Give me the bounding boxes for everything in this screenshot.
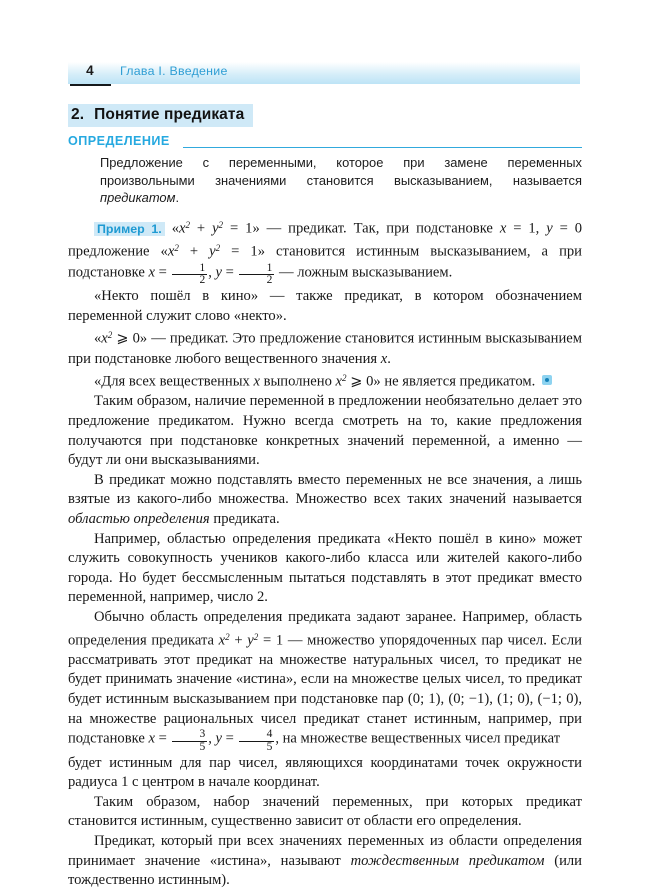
fraction-numerator: 3 bbox=[199, 728, 206, 741]
fraction-numerator: 1 bbox=[199, 261, 206, 274]
math-plus: + bbox=[229, 632, 248, 649]
open-quote: « bbox=[94, 330, 102, 347]
fraction-one-half bbox=[239, 263, 275, 287]
section-title: Понятие предиката bbox=[94, 106, 245, 123]
page-number-rule bbox=[70, 84, 111, 86]
math-x: x bbox=[167, 244, 175, 260]
math-x: x bbox=[253, 373, 260, 390]
math-x: x bbox=[148, 730, 155, 747]
paragraph-domain-text-1: В предикат можно подставлять вместо переменных не все значения, а лишь взятые из какого-либо множества. Множество всех таких значений называется bbox=[68, 471, 582, 508]
fraction-denominator: 5 bbox=[172, 741, 208, 754]
term-domain-of-definition: областью определения bbox=[68, 510, 210, 527]
paragraph-forall-text-1: «Для всех вещественных bbox=[94, 373, 254, 390]
definition-term: предикатом bbox=[100, 190, 176, 205]
math-exponent: 2 bbox=[185, 220, 190, 230]
paragraph-kino: «Некто пошёл в кино» — также предикат, в котором обозначением переменной служит слово «некто». bbox=[68, 288, 582, 324]
definition-text-part2: . bbox=[175, 190, 180, 205]
example-label: Пример 1. bbox=[94, 222, 165, 236]
math-equals: = bbox=[222, 730, 238, 747]
section-heading bbox=[68, 104, 253, 127]
paragraph-forall bbox=[68, 369, 582, 392]
math-x: x bbox=[101, 330, 108, 347]
math-x: x bbox=[148, 264, 155, 281]
math-exponent: 2 bbox=[174, 243, 179, 254]
term-identity-predicate: тождественным предикатом bbox=[350, 852, 545, 869]
example-text-4: » становится истинным высказыванием, а при подстановке bbox=[68, 244, 582, 281]
chapter-title: Глава I. Введение bbox=[120, 64, 228, 78]
example-text-1: » — предикат. Так, при подстановке bbox=[252, 220, 500, 237]
page-number: 4 bbox=[86, 63, 94, 78]
example-text-2: = 1, bbox=[506, 220, 547, 237]
paragraph-domain-text-2: предиката. bbox=[209, 510, 280, 527]
math-x: x bbox=[218, 632, 226, 649]
math-y: y bbox=[247, 632, 254, 649]
paragraph-usually-tail: будет истинным для пар чисел, являющихся координатами точек окружности радиуса 1 с центром в начале координат. bbox=[68, 754, 582, 791]
definition-label: ОПРЕДЕЛЕНИЕ bbox=[68, 134, 170, 148]
definition-text bbox=[100, 154, 582, 207]
math-x: x bbox=[499, 220, 507, 237]
paragraph-usually-text-1: Обычно область определения предиката задают заранее. Например, область определения предиката bbox=[68, 608, 582, 649]
fraction-three-fifths bbox=[172, 729, 208, 753]
math-x: x bbox=[380, 350, 388, 367]
math-y: y bbox=[546, 220, 553, 237]
fraction-denominator: 2 bbox=[239, 274, 275, 287]
paragraph-thus-2: Таким образом, набор значений переменных, при которых предикат становится истинным, существенно зависит от области его определения. bbox=[68, 793, 582, 830]
example-comma: , bbox=[208, 264, 216, 281]
paragraph-identity bbox=[68, 832, 582, 891]
math-exponent: 2 bbox=[215, 243, 221, 254]
definition-rule bbox=[183, 147, 582, 149]
example-text-5: — ложным высказыванием. bbox=[275, 264, 453, 281]
math-equals: = bbox=[154, 264, 171, 281]
running-head bbox=[68, 62, 580, 88]
definition-header bbox=[68, 134, 582, 150]
math-exponent: 2 bbox=[218, 220, 224, 230]
math-y: y bbox=[209, 244, 216, 260]
fraction-numerator: 4 bbox=[266, 728, 273, 741]
paragraph-usually-text-3: , на множестве вещественных чисел предикат bbox=[275, 730, 561, 747]
math-equals-one: = 1 bbox=[258, 632, 284, 649]
body-text bbox=[68, 216, 582, 891]
paragraph-x2-text: » — предикат. Это предложение становится истинным высказыванием при подстановке любого вещественного значения bbox=[68, 330, 582, 367]
example-text-3: = 0 предложение « bbox=[68, 220, 583, 260]
math-plus: + bbox=[178, 244, 210, 260]
math-exponent: 2 bbox=[107, 330, 113, 341]
math-y: y bbox=[212, 220, 219, 237]
math-equals-one: = 1 bbox=[223, 220, 253, 237]
paragraph-x2-nonneg bbox=[68, 326, 582, 369]
paragraph-thus-1: Таким образом, наличие переменной в предложении необязательно делает это предложение предикатом. Нужно всегда смотреть на то, какие предложения получаются при подстановке конкретных значений переменной, а именно — будут ли они высказываниями. bbox=[68, 393, 582, 469]
math-x: x bbox=[335, 373, 343, 390]
math-equals: = bbox=[154, 730, 171, 747]
section-number: 2. bbox=[71, 106, 85, 123]
math-plus: + bbox=[190, 220, 213, 237]
example-paragraph bbox=[68, 216, 582, 287]
math-y: y bbox=[215, 730, 223, 747]
fraction-numerator: 1 bbox=[266, 261, 273, 274]
math-equals-one: = 1 bbox=[220, 244, 258, 260]
math-exponent: 2 bbox=[342, 373, 347, 384]
paragraph-forall-text-3: » не является предикатом. bbox=[373, 373, 536, 390]
example-end-marker-icon bbox=[542, 375, 552, 385]
paragraph-example-kino: Например, областью определения предиката «Некто пошёл в кино» может служить совокупность учеников какого-либо класса или жителей какого-либо города. Но будет бессмысленным пытаться подставлять в этот предикат вместо переменной, например, число 2. bbox=[68, 530, 582, 606]
fraction-denominator: 2 bbox=[172, 274, 208, 287]
paragraph-identity-text-2: (или тождественно истинным). bbox=[68, 852, 582, 889]
paragraph-domain bbox=[68, 471, 582, 530]
paragraph-identity-text-1: Предикат, который при всех значениях переменных из области определения принимает значение «истина», называют bbox=[68, 833, 582, 869]
paragraph-usually-comma: , bbox=[208, 730, 216, 747]
paragraph-usually-text-2: — множество упорядоченных пар чисел. Если рассматривать этот предикат на множестве натуральных чисел, то предикат не будет принимать значение «истина», если на множестве целых чисел, то предикат будет истинным высказыванием при подстановке пар (0; 1), (0; −1), (1; 0), (−1; 0), на множестве рациональных чисел предикат станет истинным, например, при подстановке bbox=[68, 632, 582, 747]
example-open-quote: « bbox=[171, 220, 179, 237]
paragraph-forall-text-2: выполнено bbox=[259, 373, 336, 390]
definition-text-part1: Предложение с переменными, которое при замене переменных произвольными значениями становится высказыванием, называется bbox=[100, 155, 582, 188]
math-x: x bbox=[178, 220, 186, 237]
math-geq-zero: ⩾ 0 bbox=[112, 330, 140, 347]
math-y: y bbox=[215, 264, 223, 281]
math-geq-zero: ⩾ 0 bbox=[346, 373, 374, 390]
math-exponent: 2 bbox=[253, 631, 259, 642]
fraction-denominator: 5 bbox=[239, 741, 275, 754]
paragraph-x2-period: . bbox=[387, 350, 391, 367]
math-exponent: 2 bbox=[225, 631, 230, 642]
fraction-one-half bbox=[172, 263, 208, 287]
paragraph-usually bbox=[68, 608, 582, 754]
fraction-four-fifths bbox=[239, 729, 275, 753]
math-equals: = bbox=[222, 264, 238, 281]
